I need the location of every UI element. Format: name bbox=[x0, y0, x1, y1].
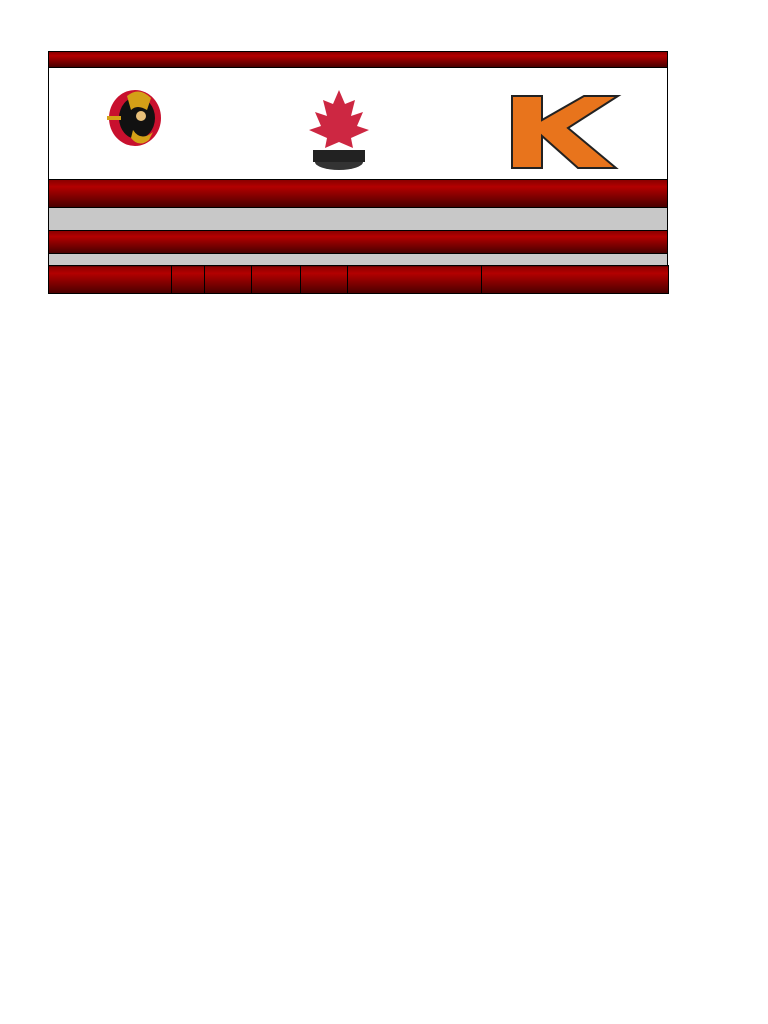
col-time bbox=[301, 266, 348, 294]
kanata-k-icon bbox=[504, 68, 654, 179]
senators-emblem-icon bbox=[87, 68, 197, 179]
col-date bbox=[205, 266, 252, 294]
col-game bbox=[172, 266, 205, 294]
tournament-title bbox=[48, 51, 668, 68]
division-title bbox=[48, 230, 668, 254]
capital-house-league-logo bbox=[289, 68, 389, 179]
grey-spacer bbox=[48, 208, 668, 230]
col-team bbox=[49, 266, 172, 294]
kanata-logo bbox=[504, 68, 654, 179]
col-opponent bbox=[482, 266, 669, 294]
col-home-away bbox=[252, 266, 301, 294]
col-arena bbox=[348, 266, 482, 294]
schedule-table bbox=[48, 265, 669, 294]
schedule-page-top bbox=[48, 51, 668, 294]
sensplex-logo bbox=[87, 68, 197, 179]
maple-leaf-icon bbox=[289, 68, 389, 179]
table-header-row bbox=[49, 266, 669, 294]
grey-spacer-small bbox=[48, 254, 668, 265]
approximate-times-notice bbox=[48, 179, 668, 208]
logo-banner bbox=[48, 68, 668, 179]
